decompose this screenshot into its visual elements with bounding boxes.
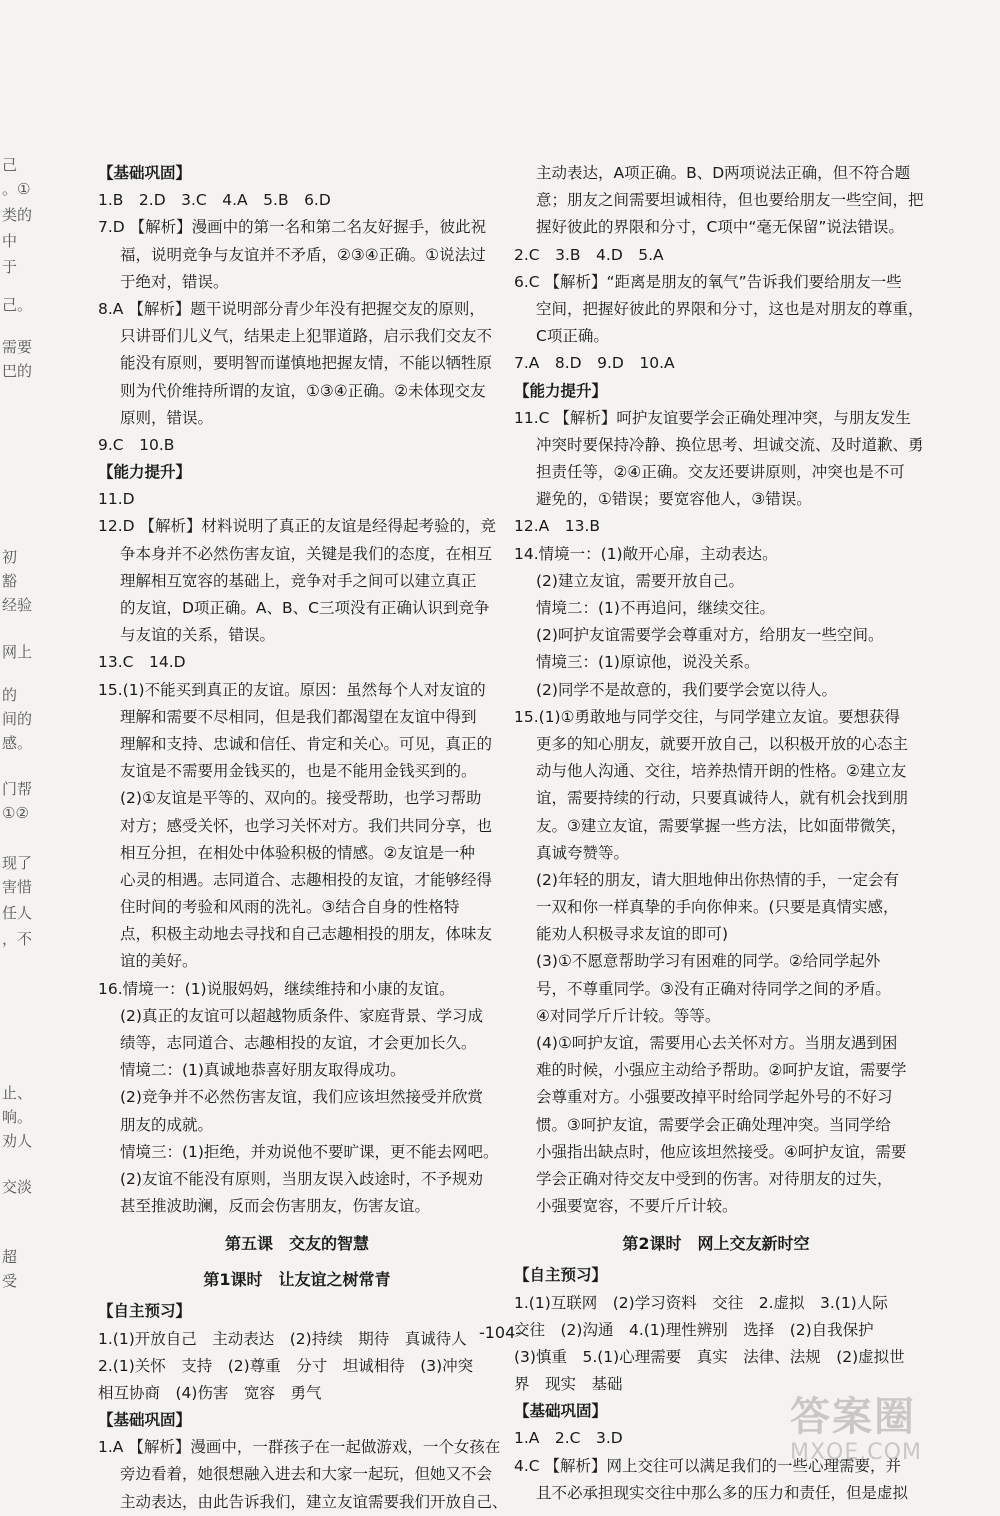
text-line: 友。③建立友谊，需要掌握一些方法，比如面带微笑，: [536, 816, 907, 835]
text-line: 惯。③呵护友谊，需要学会正确处理冲突。当同学给: [536, 1115, 891, 1134]
text-line: 9.C 10.B: [98, 435, 175, 454]
text-line: 11.C 【解析】呵护友谊要学会正确处理冲突，与朋友发生: [514, 408, 911, 427]
margin-fragment: 交淡: [2, 1178, 33, 1196]
text-line: 15.(1)①勇敢地与同学交往，与同学建立友谊。要想获得: [514, 707, 901, 726]
text-line: 一双和你一样真挚的手向你伸来。(只要是真情实感，: [536, 898, 899, 917]
text-line: 11.D: [98, 490, 135, 509]
right-column: [514, 160, 924, 1507]
text-line: 理解和支持、忠诚和信任、肯定和关心。可见，真正的: [120, 734, 493, 753]
section-heading: 【自主预习】: [98, 1302, 192, 1321]
text-line: 原则，错误。: [120, 408, 214, 427]
text-line: 于绝对，错误。: [120, 272, 229, 291]
text-line: 避免的，①错误；要宽容他人，③错误。: [536, 490, 812, 509]
text-line: (2)竞争并不必然伤害友谊，我们应该坦然接受并欣赏: [120, 1088, 483, 1107]
text-line: 1.A 【解析】漫画中，一群孩子在一起做游戏，一个女孩在: [98, 1438, 501, 1457]
text-line: 2.(1)关怀 支持 (2)尊重 分寸 坦诚相待 (3)冲突: [98, 1356, 474, 1375]
section-title: 第五课 交友的智慧: [224, 1234, 369, 1254]
margin-fragment: 任人: [2, 904, 33, 922]
margin-fragment: 初: [2, 548, 18, 566]
text-line: 与友谊的关系，错误。: [120, 626, 276, 645]
text-line: (2)友谊不能没有原则，当朋友误入歧途时，不予规劝: [120, 1169, 483, 1188]
text-line: 空间，把握好彼此的界限和分寸，这也是对朋友的尊重，: [536, 299, 924, 318]
text-line: 冲突时要保持冷静、换位思考、坦诚交流、及时道歉、勇: [536, 435, 924, 454]
text-line: 福，说明竞争与友谊并不矛盾，②③④正确。①说法过: [120, 245, 486, 264]
watermark-line-1: 答案圈: [790, 1394, 916, 1440]
text-line: 8.A 【解析】题干说明部分青少年没有把握交友的原则，: [98, 299, 485, 318]
margin-fragment: 己: [2, 156, 18, 174]
section-title: 第1课时 让友谊之树常青: [203, 1270, 391, 1290]
margin-fragment: 的: [2, 686, 18, 704]
text-line: (2)年轻的朋友，请大胆地伸出你热情的手，一定会有: [536, 870, 899, 889]
margin-fragment: 。①: [2, 180, 31, 198]
text-line: 12.A 13.B: [514, 517, 601, 536]
text-line: 握好彼此的界限和分寸，C项中“毫无保留”说法错误。: [536, 218, 904, 237]
margin-fragment: 超: [2, 1248, 18, 1266]
text-line: 相互协商 (4)伤害 宽容 勇气: [98, 1383, 322, 1402]
text-line: 谊的美好。: [120, 952, 198, 971]
text-line: 且不必承担现实交往中那么多的压力和责任，但是虚拟: [536, 1483, 909, 1502]
margin-fragment: ，不: [2, 930, 33, 948]
text-line: 6.C 【解析】“距离是朋友的氧气”告诉我们要给朋友一些: [514, 272, 902, 291]
text-line: (2)①友谊是平等的、双向的。接受帮助，也学习帮助: [120, 789, 482, 808]
text-line: (2)真正的友谊可以超越物质条件、家庭背景、学习成: [120, 1006, 483, 1025]
text-line: 1.(1)开放自己 主动表达 (2)持续 期待 真诚待人: [98, 1329, 467, 1348]
text-line: 谊，需要持续的行动，只要真诚待人，就有机会找到朋: [536, 789, 909, 808]
section-title: 第2课时 网上交友新时空: [622, 1234, 810, 1254]
text-line: 1.B 2.D 3.C 4.A 5.B 6.D: [98, 191, 331, 210]
text-line: 的友谊，D项正确。A、B、C三项没有正确认识到竞争: [120, 599, 490, 617]
text-line: 理解相互宽容的基础上，竞争对手之间可以建立真正: [120, 571, 477, 590]
margin-fragment: 止、: [2, 1084, 33, 1102]
margin-fragment: 网上: [2, 643, 33, 661]
text-line: 16.情境一：(1)说服妈妈，继续维持和小康的友谊。: [98, 979, 455, 998]
watermark-logo: [790, 1385, 990, 1485]
text-line: 界 现实 基础: [514, 1375, 623, 1394]
text-line: 交往 (2)沟通 4.(1)理性辨别 选择 (2)自我保护: [514, 1320, 874, 1339]
text-line: 学会正确对待交友中受到的伤害。对待朋友的过失，: [536, 1169, 893, 1188]
text-line: 15.(1)不能买到真正的友谊。原因：虽然每个人对友谊的: [98, 680, 486, 699]
text-line: 13.C 14.D: [98, 653, 186, 672]
text-line: 情境二：(1)不再追问，继续交往。: [536, 599, 775, 617]
margin-fragment: 类的: [2, 206, 33, 224]
section-heading: 【基础巩固】: [98, 1411, 192, 1430]
text-line: 担责任等，②④正确。交友还要讲原则，冲突也是不可: [536, 463, 905, 482]
text-line: 动与他人沟通、交往，培养热情开朗的性格。②建立友: [536, 762, 907, 781]
text-line: 对方；感受关怀，也学习关怀对方。我们共同分享，也: [120, 816, 493, 835]
text-line: 小强要宽容，不要斤斤计较。: [536, 1197, 738, 1216]
text-line: 号，不尊重同学。③没有正确对待同学之间的矛盾。: [536, 979, 891, 998]
text-line: 主动表达，由此告诉我们，建立友谊需要我们开放自己、: [120, 1492, 508, 1511]
margin-fragment: 经验: [2, 596, 33, 614]
text-line: (3)①不愿意帮助学习有困难的同学。②给同学起外: [536, 952, 881, 971]
text-line: 旁边看着，她很想融入进去和大家一起玩，但她又不会: [120, 1465, 493, 1484]
text-line: 争本身并不必然伤害友谊，关键是我们的态度，在相互: [120, 544, 493, 563]
text-line: 难的时候，小强应主动给予帮助。②呵护友谊，需要学: [536, 1061, 907, 1080]
text-line: 情境三：(1)拒绝，并劝说他不要旷课，更不能去网吧。: [120, 1142, 499, 1161]
margin-fragment: 劝人: [2, 1132, 33, 1150]
text-line: (3)慎重 5.(1)心理需要 真实 法律、法规 (2)虚拟世: [514, 1347, 905, 1366]
text-line: 甚至推波助澜，反而会伤害朋友，伤害友谊。: [120, 1197, 431, 1216]
text-line: 情境二：(1)真诚地恭喜好朋友取得成功。: [120, 1061, 406, 1080]
section-heading: 【能力提升】: [514, 381, 608, 400]
text-line: 14.情境一：(1)敞开心扉，主动表达。: [514, 544, 778, 563]
margin-fragment: 于: [2, 258, 18, 276]
watermark-line-2: MXQE.COM: [790, 1440, 922, 1465]
margin-fragment: 门帮: [2, 780, 33, 798]
margin-fragment: ①②: [2, 804, 29, 822]
text-line: 友谊是不需要用金钱买的，也是不能用金钱买到的。: [120, 762, 477, 781]
text-line: 相互分担，在相处中体验积极的情感。②友谊是一种: [120, 843, 475, 862]
text-line: 则为代价维持所谓的友谊，①③④正确。②未体现交友: [120, 381, 486, 400]
margin-fragment: 害惜: [2, 878, 33, 896]
text-line: 朋友的成就。: [120, 1115, 214, 1134]
text-line: 1.A 2.C 3.D: [514, 1429, 623, 1448]
text-line: ④对同学斤斤计较。等等。: [536, 1006, 721, 1025]
text-line: 12.D 【解析】材料说明了真正的友谊是经得起考验的，竞: [98, 517, 497, 536]
text-line: 能没有原则，要明智而谨慎地把握友情，不能以牺牲原: [120, 354, 493, 373]
margin-fragment: 受: [2, 1272, 18, 1290]
page-number: -104-: [478, 1323, 522, 1342]
margin-fragment: 巴的: [2, 362, 33, 380]
margin-fragment: 现了: [2, 854, 33, 872]
margin-fragment: 需要: [2, 338, 33, 356]
text-line: 住时间的考验和风雨的洗礼。③结合自身的性格特: [120, 898, 460, 917]
text-line: 理解和需要不尽相同，但是我们都渴望在友谊中得到: [120, 707, 477, 726]
text-line: 只讲哥们儿义气，结果走上犯罪道路，启示我们交友不: [120, 327, 493, 346]
text-line: 情境三：(1)原谅他，说没关系。: [536, 653, 760, 672]
section-heading: 【能力提升】: [98, 463, 192, 482]
text-line: 更多的知心朋友，就要开放自己，以积极开放的心态主: [536, 734, 909, 753]
section-heading: 【自主预习】: [514, 1266, 608, 1285]
text-line: 7.D 【解析】漫画中的第一名和第二名友好握手，彼此祝: [98, 218, 487, 237]
text-line: (2)同学不是故意的，我们要学会宽以待人。: [536, 680, 837, 699]
margin-fragment: 豁: [2, 572, 18, 590]
text-line: 主动表达，A项正确。B、D两项说法正确，但不符合题: [536, 164, 911, 182]
text-line: (4)①呵护友谊，需要用心去关怀对方。当朋友遇到困: [536, 1034, 898, 1052]
section-heading: 【基础巩固】: [98, 164, 192, 182]
margin-fragment: 间的: [2, 710, 33, 728]
text-line: 真诚夸赞等。: [536, 843, 630, 862]
margin-fragment: 感。: [2, 734, 33, 752]
text-line: 1.(1)互联网 (2)学习资料 交往 2.虚拟 3.(1)人际: [514, 1293, 888, 1312]
text-line: 7.A 8.D 9.D 10.A: [514, 354, 675, 373]
text-line: 点，积极主动地去寻找和自己志趣相投的朋友，体味友: [120, 925, 493, 944]
text-line: (2)建立友谊，需要开放自己。: [536, 571, 744, 590]
text-line: 绩等，志同道合、志趣相投的友谊，才会更加长久。: [120, 1034, 477, 1052]
text-line: 2.C 3.B 4.D 5.A: [514, 245, 664, 264]
left-margin-fragments: [0, 150, 40, 1320]
text-line: 4.C 【解析】网上交往可以满足我们的一些心理需要，并: [514, 1456, 902, 1475]
section-heading: 【基础巩固】: [514, 1402, 608, 1421]
text-line: (2)呵护友谊需要学会尊重对方，给朋友一些空间。: [536, 626, 884, 645]
text-line: C项正确。: [536, 327, 609, 346]
margin-fragment: 己。: [2, 296, 33, 314]
margin-fragment: 响。: [2, 1108, 33, 1126]
margin-fragment: 中: [2, 232, 18, 250]
text-line: 小强指出缺点时，他应该坦然接受。④呵护友谊，需要: [536, 1142, 907, 1161]
text-line: 意；朋友之间需要坦诚相待，但也要给朋友一些空间，把: [536, 191, 924, 210]
text-line: 心灵的相遇。志同道合、志趣相投的友谊，才能够经得: [120, 870, 493, 889]
text-line: 会尊重对方。小强要改掉平时给同学起外号的不好习: [536, 1088, 893, 1107]
text-line: 能劝人积极寻求友谊的即可): [536, 925, 729, 944]
